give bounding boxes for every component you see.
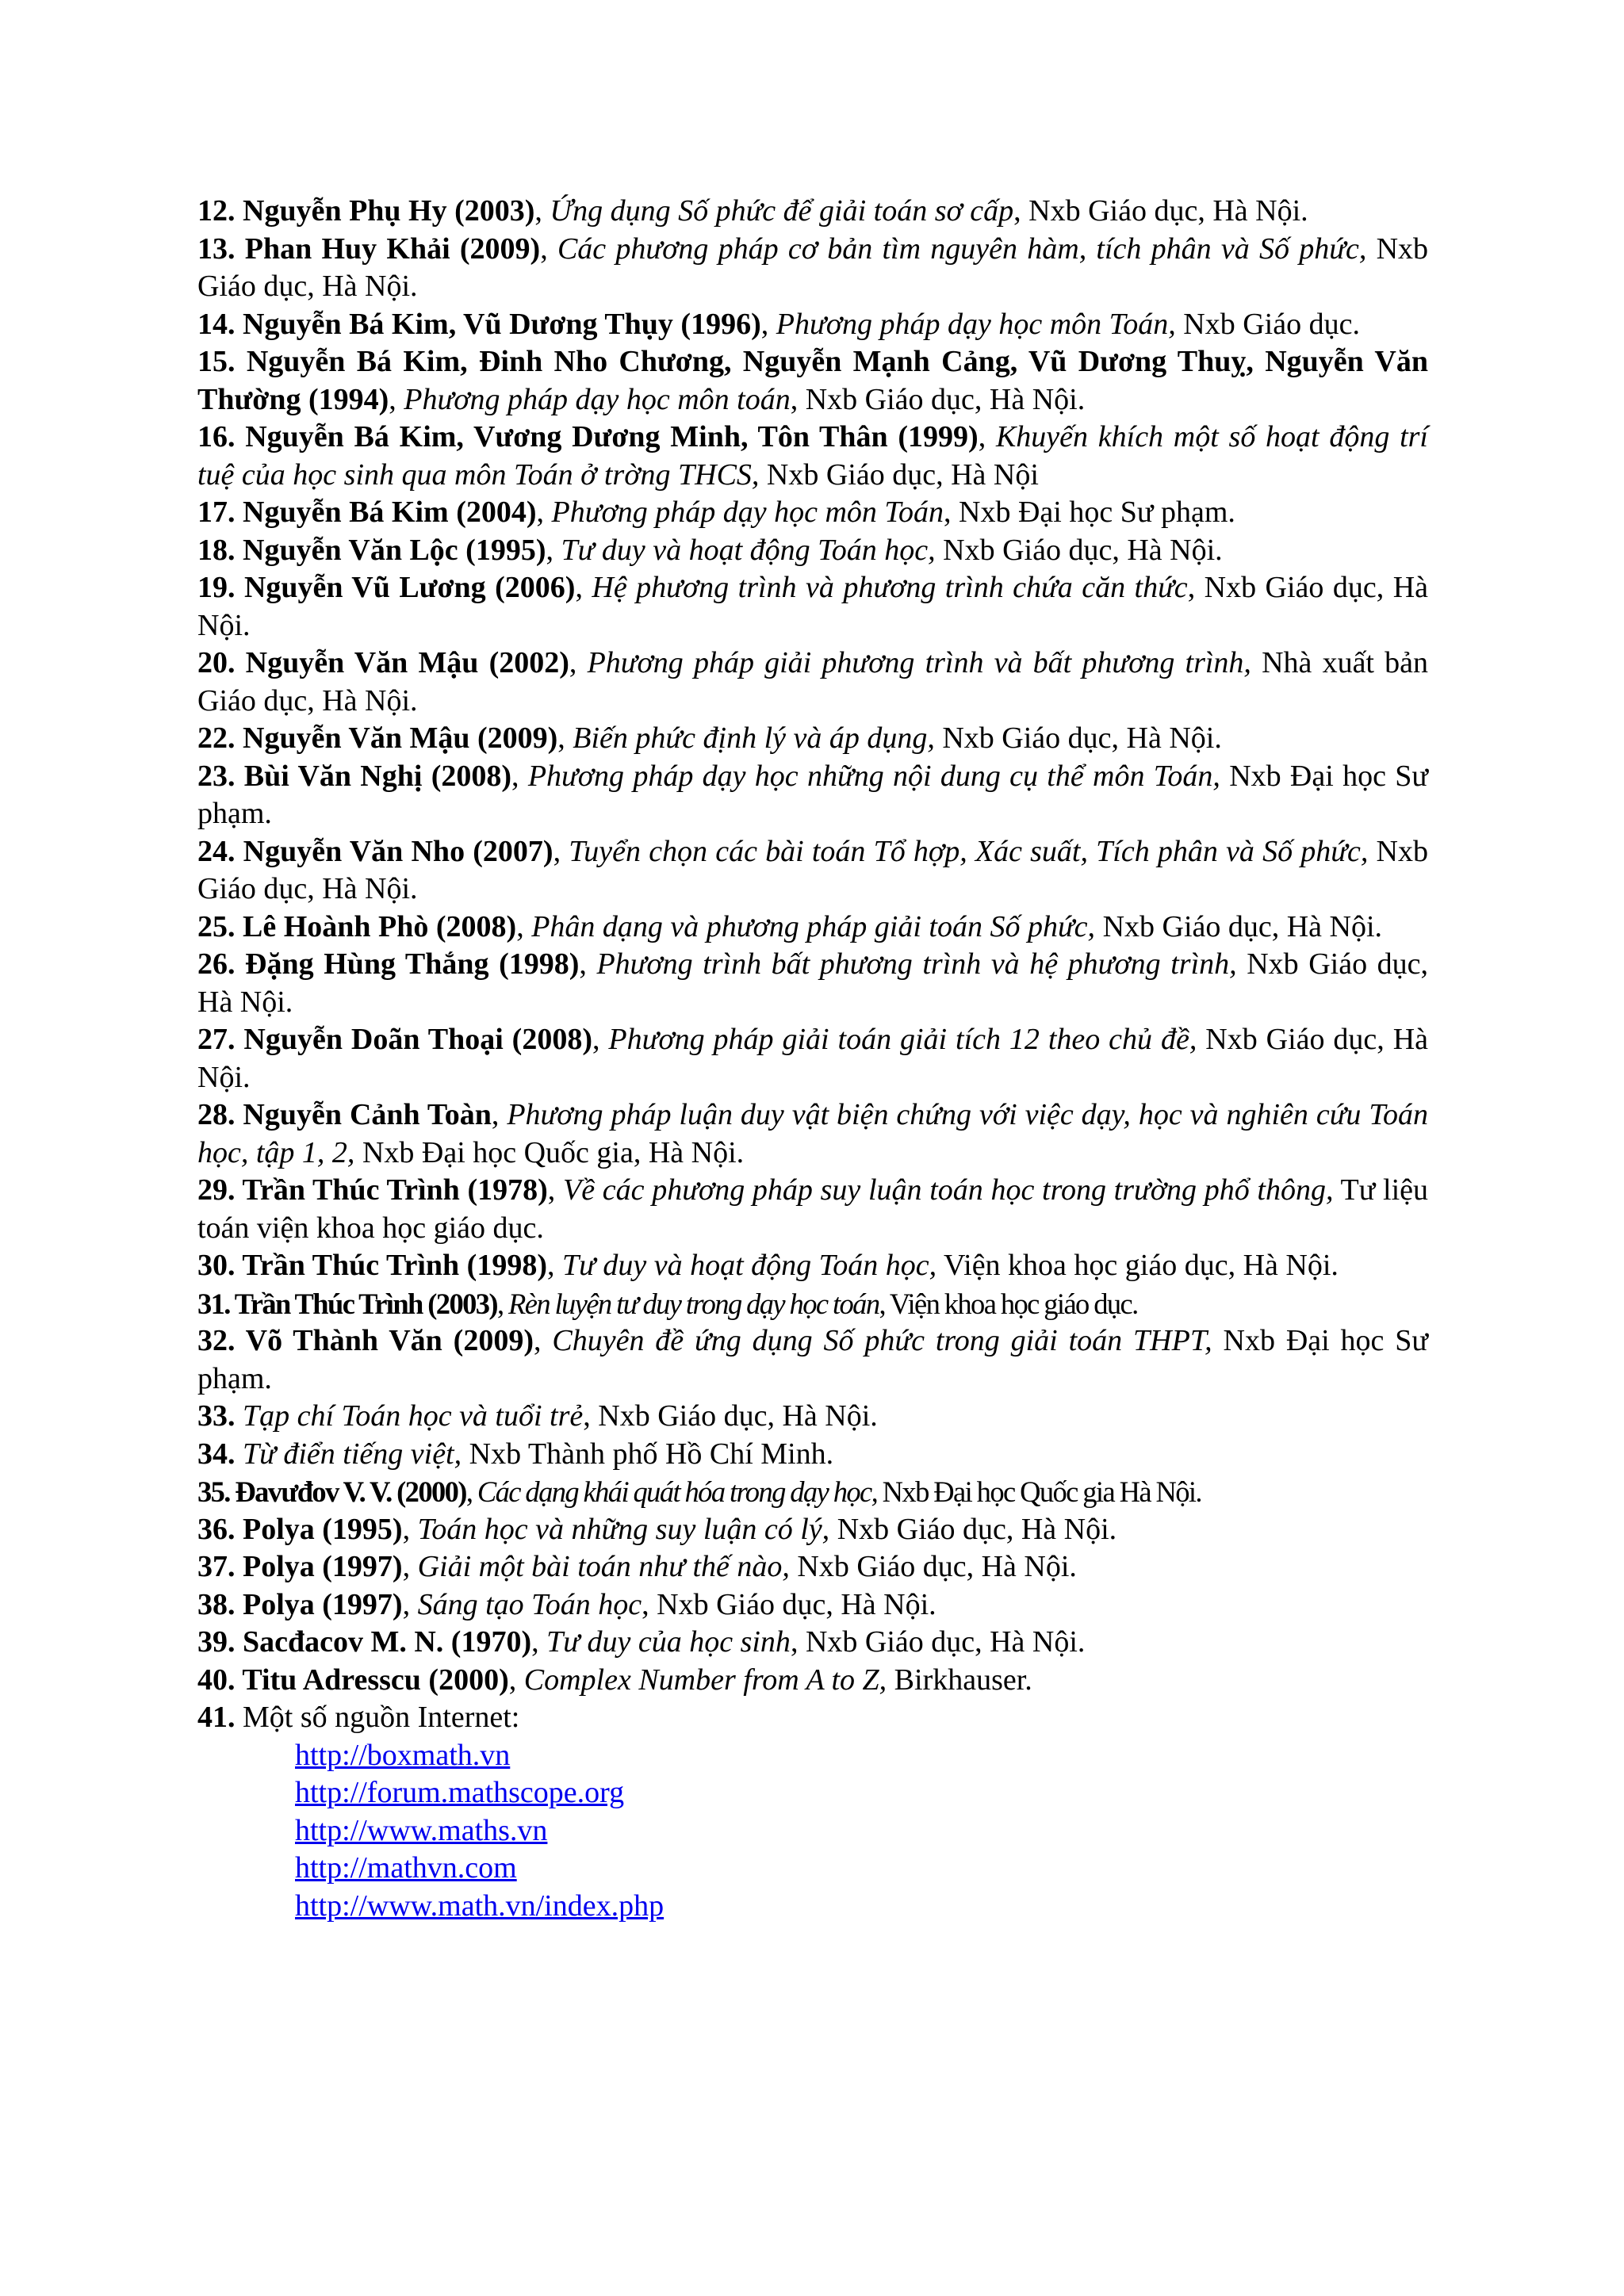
reference-publisher: Nxb Giáo dục, Hà Nội. (789, 1550, 1077, 1583)
reference-publisher: Tư liệu toán viện khoa học giáo dục. (197, 1173, 1429, 1245)
reference-separator: , (531, 1625, 547, 1659)
internet-link[interactable]: http://forum.mathscope.org (295, 1776, 625, 1809)
reference-separator: , (534, 194, 550, 228)
reference-title: Phương pháp dạy học môn Toán, (776, 307, 1176, 341)
reference-item (197, 193, 1428, 231)
reference-number: 20. (197, 646, 236, 679)
reference-author: Polya (1997) (235, 1587, 403, 1621)
reference-separator: , (978, 420, 996, 453)
reference-number: 19. (197, 571, 236, 604)
reference-number: 36. (197, 1512, 236, 1546)
reference-author: Nguyễn Bá Kim, Vương Dương Minh, Tôn Thân (1999) (235, 420, 979, 453)
reference-author: Nguyễn Phụ Hy (2003) (235, 194, 535, 228)
reference-number: 35. (197, 1475, 230, 1508)
reference-separator: , (511, 759, 528, 793)
reference-title: Toán học và những suy luận có lý, (417, 1512, 830, 1546)
reference-separator: , (402, 1587, 418, 1621)
reference-title: Giải một bài toán như thế nào, (417, 1550, 790, 1583)
reference-item (197, 1624, 1428, 1662)
reference-item (197, 1096, 1428, 1172)
reference-publisher: Nxb Giáo dục, Hà Nội. (935, 533, 1223, 567)
reference-number: 28. (197, 1098, 236, 1131)
reference-author: Sacđacov M. N. (1970) (235, 1625, 532, 1659)
reference-number: 39. (197, 1625, 236, 1659)
reference-title: Tuyển chọn các bài toán Tổ hợp, Xác suất, Tích phân và Số phức, (569, 834, 1369, 868)
reference-author: Trần Thúc Trình (1998) (235, 1249, 547, 1282)
reference-item (197, 532, 1428, 570)
reference-number: 34. (197, 1437, 236, 1471)
reference-title: Phương pháp giải toán giải tích 12 theo chủ đề, (608, 1023, 1197, 1056)
reference-separator: , (575, 571, 592, 604)
reference-publisher: Nxb Giáo dục, Hà Nội. (197, 232, 1429, 303)
reference-item (197, 494, 1428, 532)
reference-publisher: Nxb Giáo dục, Hà Nội. (197, 1023, 1429, 1094)
reference-author: Nguyễn Bá Kim, Đinh Nho Chương, Nguyễn Mạnh Cảng, Vũ Dương Thuỵ, Nguyễn Văn Thường (1994) (197, 345, 1428, 416)
reference-title: Phương pháp luận duy vật biện chứng với việc dạy, học và nghiên cứu Toán học, tập 1, 2, (197, 1098, 1428, 1169)
reference-number: 22. (197, 721, 236, 755)
reference-separator: , (592, 1023, 609, 1056)
reference-author: Nguyễn Bá Kim, Vũ Dương Thụy (1996) (235, 307, 761, 341)
reference-author: Nguyễn Văn Lộc (1995) (235, 533, 546, 567)
internet-link[interactable]: http://mathvn.com (295, 1851, 517, 1885)
reference-author: Bùi Văn Nghị (2008) (235, 759, 512, 793)
reference-number: 26. (197, 947, 236, 981)
reference-separator: , (533, 1324, 553, 1357)
reference-number: 24. (197, 834, 236, 868)
reference-separator: , (546, 1249, 562, 1282)
reference-author: Phan Huy Khải (2009) (235, 232, 541, 266)
reference-publisher: Nxb Đại học Quốc gia Hà Nội. (877, 1475, 1201, 1508)
reference-publisher: Nxb Thành phố Hồ Chí Minh. (462, 1437, 834, 1471)
reference-item (197, 231, 1428, 306)
reference-item (197, 1247, 1428, 1285)
reference-item (197, 1473, 1428, 1511)
reference-separator (236, 1437, 243, 1471)
reference-author: Nguyễn Văn Mậu (2002) (235, 646, 569, 679)
reference-number: 12. (197, 194, 236, 228)
reference-publisher: Nxb Giáo dục. (1175, 307, 1360, 341)
reference-item (197, 343, 1428, 419)
reference-publisher: Nxb Giáo dục, Hà Nội. (1095, 909, 1383, 943)
reference-separator: , (536, 496, 552, 529)
reference-number: 16. (197, 420, 236, 453)
reference-title: Phương pháp dạy học những nội dung cụ thể môn Toán, (527, 759, 1220, 793)
internet-link-item (295, 1850, 1428, 1888)
reference-publisher: , Nxb Giáo dục, Hà Nội. (1013, 194, 1308, 228)
reference-item (197, 419, 1428, 494)
internet-link[interactable]: http://boxmath.vn (295, 1738, 511, 1772)
reference-number: 18. (197, 533, 236, 567)
internet-links (295, 1737, 1428, 1926)
reference-title: Các dạng khái quát hóa trong dạy học, (477, 1475, 878, 1508)
reference-item (197, 1586, 1428, 1624)
reference-title: Biến phức định lý và áp dụng, (573, 721, 935, 755)
reference-number: 25. (197, 909, 236, 943)
reference-separator: , (546, 533, 561, 567)
reference-publisher: Nxb Đại học Sư phạm. (197, 759, 1428, 830)
reference-separator (236, 1399, 243, 1433)
reference-title: Khuyến khích một số hoạt động trí tuệ của học sinh qua môn Toán ở trờng THCS, (197, 420, 1428, 492)
reference-separator: , (516, 909, 532, 943)
reference-item (197, 1021, 1428, 1096)
reference-title: Phương pháp dạy học môn toán (404, 382, 791, 416)
reference-separator: , (402, 1550, 418, 1583)
reference-title: Phân dạng và phương pháp giải toán Số phức, (531, 909, 1096, 943)
reference-item (197, 720, 1428, 758)
internet-link[interactable]: http://www.maths.vn (295, 1813, 548, 1847)
reference-item (197, 1322, 1428, 1398)
reference-publisher: , Nxb Đại học Sư phạm. (944, 496, 1235, 529)
reference-author: Trần Thúc Trình (1978) (235, 1173, 548, 1207)
reference-item (197, 946, 1428, 1021)
reference-publisher: Nxb Đại học Sư phạm. (197, 1324, 1429, 1395)
reference-separator: , (402, 1512, 418, 1546)
reference-publisher: Nhà xuất bản Giáo dục, Hà Nội. (197, 646, 1429, 718)
reference-title: Chuyên đề ứng dụng Số phức trong giải toán THPT, (552, 1324, 1212, 1357)
reference-author: Nguyễn Văn Mậu (2009) (235, 721, 558, 755)
reference-separator: , (496, 1287, 509, 1320)
reference-item (197, 645, 1428, 720)
reference-number: 17. (197, 496, 236, 529)
reference-title: Phương trình bất phương trình và hệ phương trình, (596, 947, 1237, 981)
reference-author: Nguyễn Cảnh Toàn (235, 1098, 492, 1131)
reference-title: Tư duy và hoạt động Toán học, (561, 533, 936, 567)
reference-author: Polya (1995) (235, 1512, 403, 1546)
reference-number: 13. (197, 232, 236, 266)
reference-author: Đặng Hùng Thắng (1998) (235, 947, 580, 981)
reference-separator: , (557, 721, 573, 755)
reference-number: 33. (197, 1399, 236, 1433)
reference-item (197, 1662, 1428, 1700)
internet-link[interactable]: http://www.math.vn/index.php (295, 1888, 665, 1923)
reference-author: Nguyễn Bá Kim (2004) (235, 496, 537, 529)
reference-separator (236, 1701, 243, 1734)
reference-publisher: , Viện khoa học giáo dục. (879, 1287, 1138, 1320)
reference-publisher: Nxb Giáo dục, Hà Nội. (829, 1512, 1117, 1546)
reference-publisher: , Nxb Giáo dục, Hà Nội. (790, 382, 1086, 416)
internet-link-item (295, 1774, 1428, 1812)
reference-separator: , (569, 646, 588, 679)
reference-author: Lê Hoành Phò (2008) (235, 909, 517, 943)
reference-title: Ứng dụng Số phức để giải toán sơ cấp (550, 194, 1014, 228)
reference-item (197, 758, 1428, 833)
reference-number: 27. (197, 1023, 236, 1056)
reference-item (197, 1436, 1428, 1474)
reference-item (197, 1548, 1428, 1586)
reference-list (197, 193, 1428, 1925)
reference-separator: , (553, 834, 569, 868)
reference-title: Tư duy của học sinh (546, 1625, 791, 1659)
reference-title: Tư duy và hoạt động Toán học, (561, 1249, 937, 1282)
reference-number: 15. (197, 345, 236, 378)
reference-item (197, 1699, 1428, 1737)
reference-publisher: Một số nguồn Internet: (243, 1701, 520, 1734)
reference-item (197, 909, 1428, 947)
reference-item (197, 306, 1428, 344)
reference-number: 32. (197, 1324, 236, 1357)
reference-publisher: Birkhauser. (887, 1663, 1032, 1697)
reference-item (197, 1285, 1428, 1323)
reference-separator: , (579, 947, 597, 981)
reference-author: Trần Thúc Trình (2003) (229, 1287, 497, 1320)
reference-item (197, 833, 1428, 909)
reference-number: 31. (197, 1287, 230, 1320)
reference-author: Nguyễn Vũ Lương (2006) (235, 571, 576, 604)
reference-publisher: Viện khoa học giáo dục, Hà Nội. (936, 1249, 1339, 1282)
reference-author: Đavưđov V. V. (2000) (229, 1475, 466, 1508)
reference-item (197, 1511, 1428, 1549)
reference-publisher: , Nxb Giáo dục, Hà Nội. (197, 571, 1429, 642)
reference-separator: , (540, 232, 557, 266)
reference-title: Về các phương pháp suy luận toán học trong trường phổ thông, (562, 1173, 1334, 1207)
reference-number: 29. (197, 1173, 236, 1207)
reference-title: Rèn luyện tư duy trong dạy học toán (508, 1287, 879, 1320)
reference-number: 14. (197, 307, 236, 341)
reference-number: 30. (197, 1249, 236, 1282)
reference-author: Võ Thành Văn (2009) (235, 1324, 534, 1357)
reference-title: Hệ phương trình và phương trình chứa căn thức (592, 571, 1188, 604)
internet-link-item (295, 1812, 1428, 1850)
reference-publisher: , Nxb Giáo dục, Hà Nội. (642, 1587, 936, 1621)
internet-link-item (295, 1888, 1428, 1926)
reference-item (197, 569, 1428, 645)
reference-number: 23. (197, 759, 236, 793)
reference-author: Polya (1997) (235, 1550, 403, 1583)
reference-title: Tạp chí Toán học và tuổi trẻ (243, 1399, 584, 1433)
reference-title: Phương pháp dạy học môn Toán (551, 496, 944, 529)
reference-author: Nguyễn Doãn Thoại (2008) (235, 1023, 592, 1056)
reference-number: 37. (197, 1550, 236, 1583)
reference-publisher: Nxb Đại học Quốc gia, Hà Nội. (354, 1135, 745, 1169)
reference-separator: , (547, 1173, 563, 1207)
reference-publisher: Nxb Giáo dục, Hà Nội. (197, 834, 1428, 905)
reference-author: Nguyễn Văn Nho (2007) (235, 834, 553, 868)
reference-item (197, 1172, 1428, 1247)
reference-number: 41. (197, 1701, 236, 1734)
reference-author: Titu Adresscu (2000) (235, 1663, 509, 1697)
reference-number: 38. (197, 1587, 236, 1621)
reference-publisher: , Nxb Giáo dục, Hà Nội. (583, 1399, 878, 1433)
reference-separator: , (389, 382, 404, 416)
reference-separator: , (491, 1098, 508, 1131)
reference-publisher: , Nxb Giáo dục, Hà Nội. (790, 1625, 1086, 1659)
reference-separator: , (508, 1663, 524, 1697)
reference-title: Complex Number from A to Z, (523, 1663, 887, 1697)
reference-title: Sáng tạo Toán học (417, 1587, 642, 1621)
reference-title: Từ điển tiếng việt, (243, 1437, 462, 1471)
reference-title: Các phương pháp cơ bản tìm nguyên hàm, tích phân và Số phức, (557, 232, 1367, 266)
reference-item (197, 1398, 1428, 1436)
internet-link-item (295, 1737, 1428, 1775)
reference-publisher: Nxb Giáo dục, Hà Nội. (197, 947, 1428, 1019)
reference-title: Phương pháp giải phương trình và bất phương trình, (587, 646, 1251, 679)
reference-separator: , (465, 1475, 477, 1508)
reference-publisher: Nxb Giáo dục, Hà Nội (759, 457, 1039, 492)
reference-separator: , (760, 307, 776, 341)
reference-number: 40. (197, 1663, 236, 1697)
reference-publisher: Nxb Giáo dục, Hà Nội. (934, 721, 1222, 755)
